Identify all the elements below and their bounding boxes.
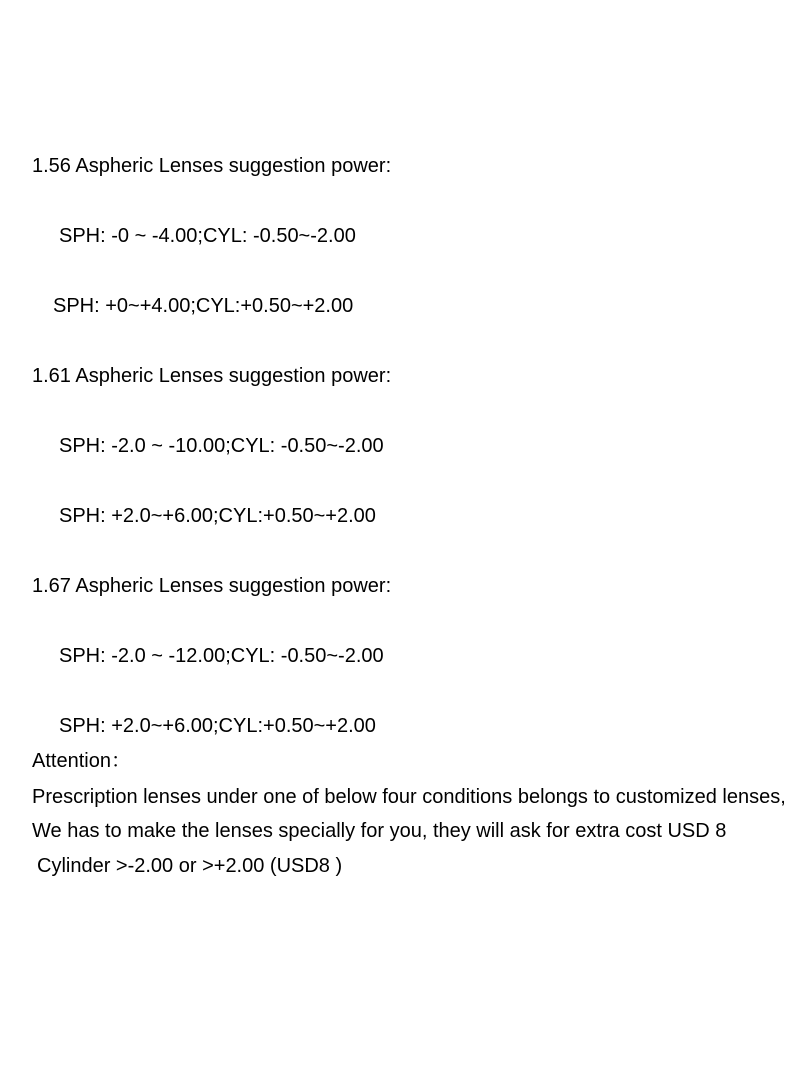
sph-range-minus-1-61: SPH: -2.0 ~ -10.00;CYL: -0.50~-2.00 — [59, 435, 384, 457]
section-heading-1-61: 1.61 Aspheric Lenses suggestion power: — [32, 365, 392, 387]
sph-range-plus-1-56: SPH: +0~+4.00;CYL:+0.50~+2.00 — [53, 295, 354, 317]
attention-line-extra-cost: We has to make the lenses specially for you, they will ask for extra cost USD 8 — [32, 820, 727, 842]
sph-range-minus-1-67: SPH: -2.0 ~ -12.00;CYL: -0.50~-2.00 — [59, 645, 384, 667]
sph-range-minus-1-56: SPH: -0 ~ -4.00;CYL: -0.50~-2.00 — [59, 225, 356, 247]
attention-line-customized: Prescription lenses under one of below four conditions belongs to customized lenses, — [32, 786, 786, 808]
section-heading-1-56: 1.56 Aspheric Lenses suggestion power: — [32, 155, 392, 177]
attention-line-cylinder: Cylinder >-2.00 or >+2.00 (USD8 ) — [37, 855, 343, 877]
section-heading-1-67: 1.67 Aspheric Lenses suggestion power: — [32, 575, 392, 597]
attention-title: Attention： — [32, 750, 131, 772]
sph-range-plus-1-67: SPH: +2.0~+6.00;CYL:+0.50~+2.00 — [59, 715, 376, 737]
sph-range-plus-1-61: SPH: +2.0~+6.00;CYL:+0.50~+2.00 — [59, 505, 376, 527]
